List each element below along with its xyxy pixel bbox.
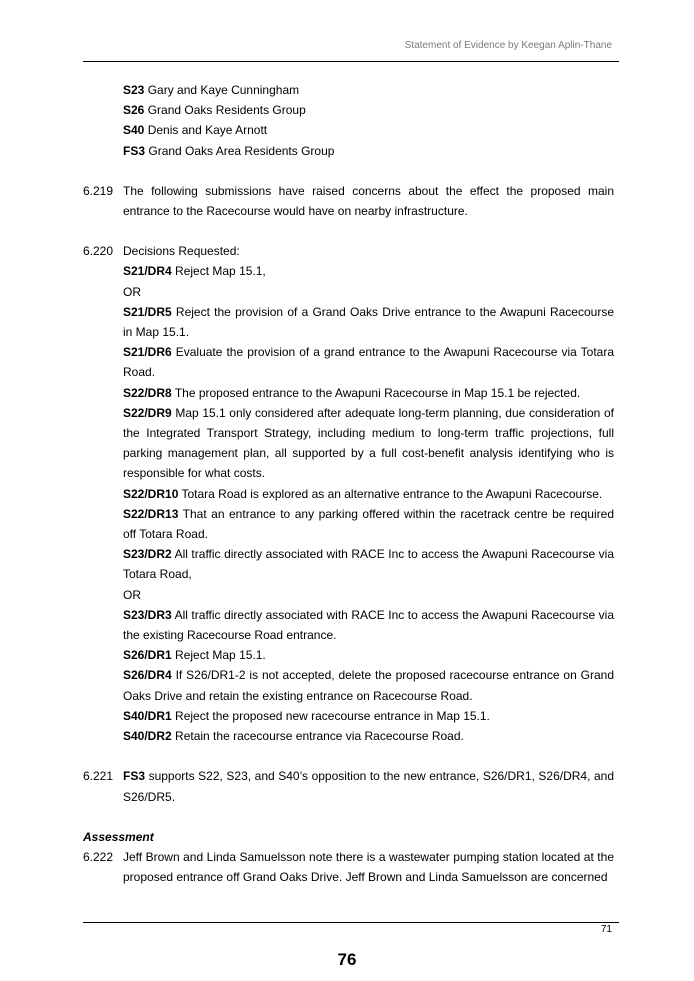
submitter-item (123, 100, 614, 120)
submitter-list (83, 80, 614, 161)
running-header: Statement of Evidence by Keegan Aplin-Thane (404, 40, 612, 51)
decision-text: All traffic directly associated with RACE Inc to access the Awapuni Racecourse via Totara Road, (123, 547, 614, 582)
decision-code: S22/DR9 (123, 405, 172, 420)
decision-item (123, 261, 614, 281)
submitter-code: FS3 (123, 143, 146, 158)
decision-code: S21/DR4 (123, 264, 172, 279)
submitter-name: Grand Oaks Residents Group (147, 103, 306, 118)
document-page-number: 76 (337, 950, 357, 969)
decisions-requested (123, 241, 614, 746)
decision-item (123, 665, 614, 705)
decision-item (123, 544, 614, 584)
decision-code: S23/DR2 (123, 547, 172, 562)
paragraph-text: Jeff Brown and Linda Samuelsson note there is a wastewater pumping station located at the proposed entrance off Grand Oaks Drive. Jeff Brown and Linda Samuelsson are concerned (123, 849, 614, 885)
document-body (83, 80, 614, 887)
submitter-code: S40 (123, 123, 145, 138)
decision-item (123, 645, 614, 665)
decision-text: Map 15.1 only considered after adequate long-term planning, due consideration of the Integrated Transport Strategy, including medium to long-term traffic projections, full parking management plan, all supported by a full cost-benefit analysis identifying who is responsible for what costs. (123, 405, 614, 481)
paragraph-body: supports S22, S23, and S40’s opposition to the new entrance, S26/DR1, S26/DR4, and S26/DR5. (123, 769, 614, 804)
decision-text: Evaluate the provision of a grand entrance to the Awapuni Racecourse via Totara Road. (123, 345, 614, 380)
decision-code: S40/DR1 (123, 708, 172, 723)
submitter-item (123, 80, 614, 100)
paragraph-number: 6.220 (83, 244, 114, 259)
decision-text: Reject the provision of a Grand Oaks Drive entrance to the Awapuni Racecourse in Map 15.1. (123, 304, 614, 340)
decision-text: OR (123, 284, 141, 299)
decision-text: That an entrance to any parking offered within the racetrack centre be required off Totara Road. (123, 506, 614, 542)
decision-text: Totara Road is explored as an alternative entrance to the Awapuni Racecourse. (178, 486, 603, 501)
submitter-name: Gary and Kaye Cunningham (147, 83, 300, 97)
submitter-name: Grand Oaks Area Residents Group (148, 143, 335, 158)
decision-text: Reject Map 15.1. (171, 648, 266, 663)
footer-rule (83, 922, 619, 923)
submitter-code: S23 (123, 83, 145, 97)
decision-item (123, 726, 614, 746)
decision-code: S22/DR8 (123, 385, 172, 400)
footer-page-number: 71 (600, 924, 612, 935)
submitter-name: Denis and Kaye Arnott (147, 123, 268, 138)
submitter-item (123, 120, 614, 140)
paragraph-6-221 (83, 766, 614, 806)
decision-code: S22/DR13 (123, 506, 179, 521)
paragraph-6-219 (83, 181, 614, 221)
decision-item (123, 403, 614, 484)
decision-code: S26/DR1 (123, 648, 172, 663)
submitter-code: S26 (123, 103, 145, 118)
decision-text: The proposed entrance to the Awapuni Racecourse in Map 15.1 be rejected. (171, 385, 581, 400)
submitter-item (123, 141, 614, 161)
decision-item (123, 282, 614, 302)
decision-text: Reject the proposed new racecourse entrance in Map 15.1. (171, 708, 490, 723)
paragraph-number: 6.219 (83, 183, 114, 198)
decision-code: S40/DR2 (123, 729, 172, 744)
decision-code: S23/DR3 (123, 607, 172, 622)
decision-text: All traffic directly associated with RACE Inc to access the Awapuni Racecourse via the existing Racecourse Road entrance. (123, 607, 614, 643)
paragraph-number: 6.222 (83, 849, 114, 864)
paragraph-text: The following submissions have raised concerns about the effect the proposed main entrance to the Racecourse would have on nearby infrastructure. (123, 183, 614, 219)
decision-item (123, 383, 614, 403)
decision-item (123, 342, 614, 382)
header-rule (83, 61, 619, 62)
decision-item (123, 302, 614, 342)
decision-item (123, 605, 614, 645)
submitter-code: FS3 (123, 769, 146, 784)
decisions-intro: Decisions Requested: (123, 244, 240, 259)
decision-text: Reject Map 15.1, (171, 264, 266, 279)
decision-code: S26/DR4 (123, 668, 172, 683)
decision-item (123, 706, 614, 726)
paragraph-6-220 (83, 241, 614, 746)
decision-code: S21/DR5 (123, 304, 172, 319)
paragraph-text (123, 766, 614, 806)
paragraph-6-222 (83, 847, 614, 887)
paragraph-number: 6.221 (83, 769, 114, 784)
decision-text: Retain the racecourse entrance via Racecourse Road. (171, 729, 464, 744)
decision-item (123, 484, 614, 504)
decision-item (123, 585, 614, 605)
assessment-heading: Assessment (83, 829, 154, 844)
decision-text: If S26/DR1-2 is not accepted, delete the proposed racecourse entrance on Grand Oaks Drive and retain the existing entrance on Racecourse Road. (123, 668, 614, 703)
decision-code: S21/DR6 (123, 345, 172, 360)
decision-code: S22/DR10 (123, 486, 179, 501)
decision-text: OR (123, 587, 141, 602)
decision-item (123, 504, 614, 544)
